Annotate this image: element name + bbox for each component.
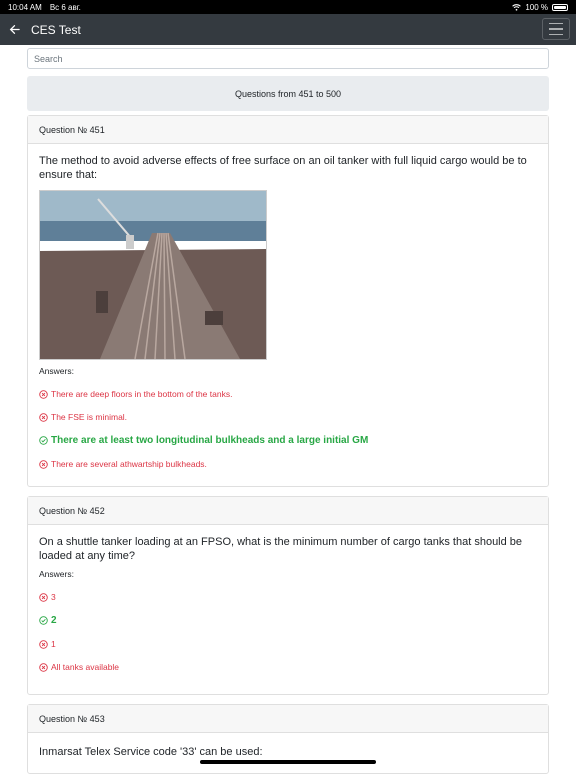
question-text: On a shuttle tanker loading at an FPSO, what is the minimum number of cargo tanks that should be loaded at any time? — [39, 536, 523, 562]
answer-text: 2 — [51, 615, 57, 626]
top-navbar — [0, 14, 576, 45]
back-button[interactable] — [9, 24, 21, 36]
x-circle-icon — [39, 390, 48, 399]
answer-option — [39, 639, 537, 649]
answer-option — [39, 592, 537, 602]
answer-text: 3 — [51, 592, 56, 602]
question-card — [27, 496, 549, 695]
answer-text: There are deep floors in the bottom of the tanks. — [51, 389, 233, 399]
check-circle-icon — [39, 436, 48, 445]
x-circle-icon — [39, 460, 48, 469]
question-range-banner: Questions from 451 to 500 — [27, 76, 549, 111]
tanker-deck-photo — [39, 190, 267, 360]
check-circle-icon — [39, 616, 48, 625]
status-time: 10:04 AM — [8, 2, 42, 12]
x-circle-icon — [39, 593, 48, 602]
answer-option-correct — [39, 435, 537, 446]
answer-option — [39, 662, 537, 672]
question-header: Question № 453 — [28, 705, 548, 733]
app-title: CES Test — [31, 22, 81, 37]
answers-label: Answers: — [39, 569, 74, 579]
x-circle-icon — [39, 413, 48, 422]
answer-option — [39, 389, 537, 399]
menu-toggle-button[interactable] — [542, 18, 570, 40]
answer-text: There are at least two longitudinal bulkheads and a large initial GM — [51, 435, 369, 446]
wifi-icon — [512, 4, 521, 11]
battery-percent: 100 % — [525, 2, 548, 12]
question-header: Question № 452 — [28, 497, 548, 525]
hamburger-icon — [549, 23, 563, 25]
question-text: The method to avoid adverse effects of free surface on an oil tanker with full liquid cargo would be to ensure that: — [39, 155, 527, 181]
question-text: Inmarsat Telex Service code '33' can be used: — [39, 746, 263, 758]
status-bar — [0, 0, 576, 14]
answers-label: Answers: — [39, 366, 74, 376]
home-indicator — [200, 760, 376, 764]
answer-option-correct — [39, 615, 537, 626]
arrow-left-icon — [9, 24, 20, 35]
question-card — [27, 115, 549, 487]
question-header: Question № 451 — [28, 116, 548, 144]
answer-text: The FSE is minimal. — [51, 412, 128, 422]
battery-icon — [552, 4, 568, 11]
answer-option — [39, 412, 537, 422]
answer-text: There are several athwartship bulkheads. — [51, 459, 207, 469]
search-input[interactable] — [27, 48, 549, 69]
x-circle-icon — [39, 640, 48, 649]
answer-text: All tanks available — [51, 662, 120, 672]
status-date: Вс 6 авг. — [49, 2, 81, 12]
x-circle-icon — [39, 663, 48, 672]
answer-text: 1 — [51, 639, 56, 649]
answer-option — [39, 459, 537, 469]
